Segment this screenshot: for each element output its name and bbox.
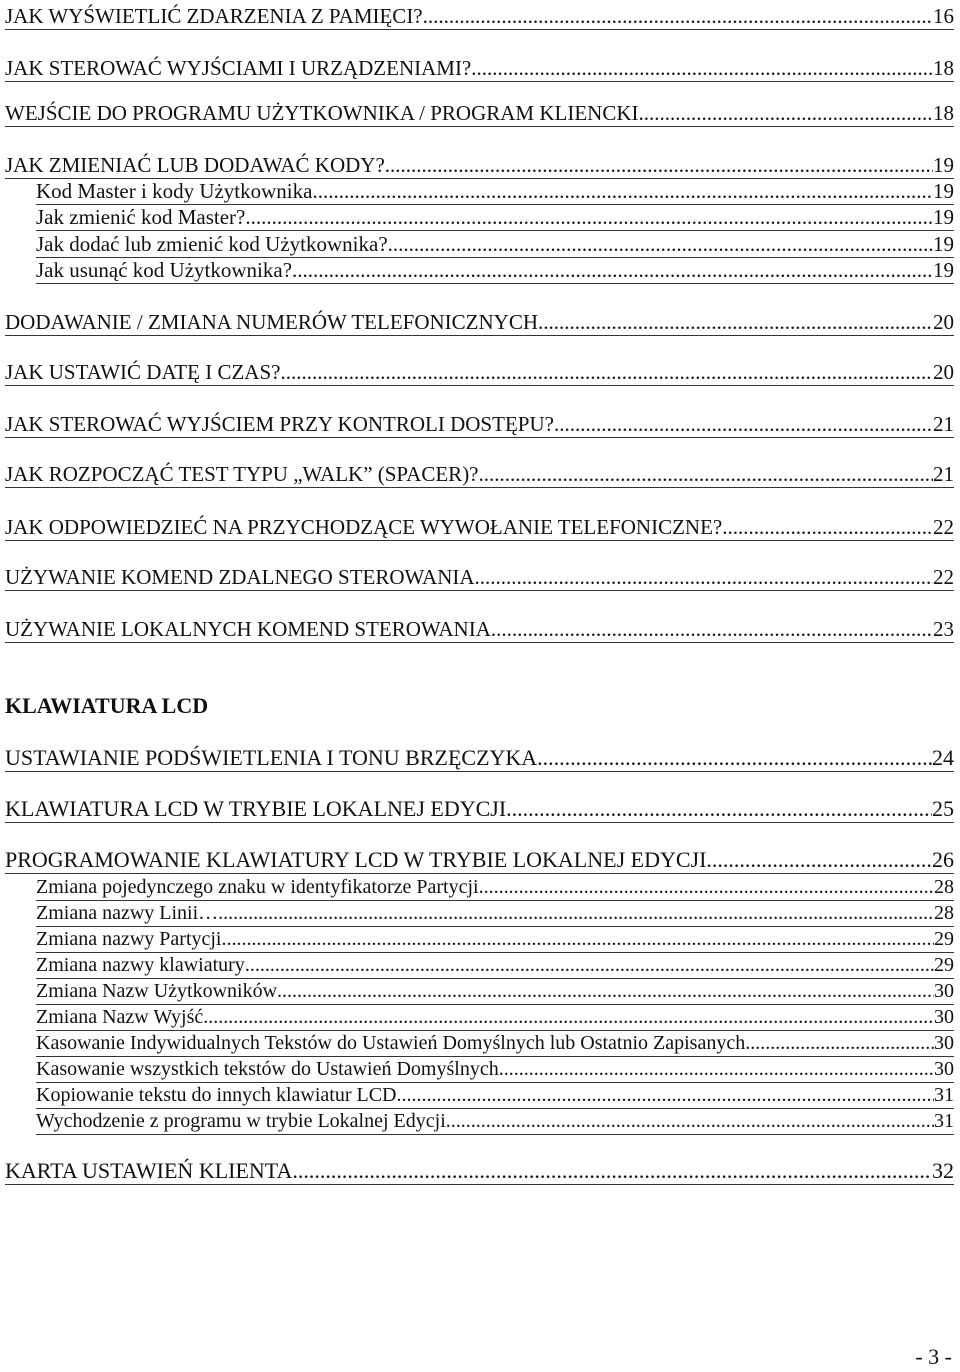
toc-entry-title: JAK ROZPOCZĄĆ TEST TYPU „WALK” (SPACER)? [5, 462, 479, 486]
toc-entry-title: Zmiana nazwy Partycji [36, 928, 222, 950]
toc-leader [385, 153, 933, 177]
toc-entry-page: 26 [932, 847, 954, 872]
toc-leader [538, 310, 933, 334]
toc-entry-page: 28 [934, 902, 954, 924]
toc-leader [537, 746, 932, 770]
toc-entry[interactable] [5, 1159, 954, 1183]
toc-entry[interactable] [5, 101, 954, 125]
toc-leader [479, 875, 934, 899]
toc-leader [397, 1083, 935, 1107]
toc-entry[interactable] [5, 797, 954, 821]
toc-entry-page: 32 [932, 1158, 954, 1183]
toc-entry-title: KLAWIATURA LCD W TRYBIE LOKALNEJ EDYCJI [5, 796, 507, 821]
toc-entry-page: 31 [934, 1110, 954, 1132]
toc-leader [423, 4, 933, 28]
toc-entry-page: 22 [933, 565, 954, 589]
toc-entry-title: Kopiowanie tekstu do innych klawiatur LCD [36, 1084, 397, 1106]
toc-entry-title: UŻYWANIE KOMEND ZDALNEGO STEROWANIA [5, 565, 475, 589]
page-number: - 3 - [915, 1344, 952, 1369]
toc-entry-title: Jak dodać lub zmienić kod Użytkownika? [36, 232, 388, 256]
toc-subentry[interactable] [36, 927, 954, 951]
toc-leader [312, 179, 933, 203]
toc-entry-page: 30 [934, 980, 954, 1002]
toc-entry-page: 19 [933, 205, 954, 229]
toc-entry-page: 19 [933, 232, 954, 256]
toc-entry-page: 20 [933, 310, 954, 334]
toc-entry-title: DODAWANIE / ZMIANA NUMERÓW TELEFONICZNYCH [5, 310, 539, 334]
toc-entry-page: 28 [934, 876, 954, 898]
toc-entry-title: JAK WYŚWIETLIĆ ZDARZENIA Z PAMIĘCI? [5, 4, 423, 28]
toc-entry[interactable] [5, 746, 954, 770]
toc-leader [203, 1005, 934, 1029]
toc-subentry[interactable] [36, 205, 954, 229]
toc-leader [245, 205, 933, 229]
toc-leader [506, 797, 932, 821]
toc-leader [280, 360, 933, 384]
toc-subentry[interactable] [36, 1109, 954, 1133]
toc-leader [639, 101, 934, 125]
toc-entry[interactable] [5, 360, 954, 384]
toc-entry-page: 21 [933, 412, 954, 436]
toc-entry-page: 30 [934, 1006, 954, 1028]
toc-entry[interactable] [5, 310, 954, 334]
toc-entry-page: 21 [933, 462, 954, 486]
toc-entry-page: 19 [933, 153, 954, 177]
toc-entry-page: 16 [933, 4, 954, 28]
toc-leader [292, 258, 933, 282]
section-heading: KLAWIATURA LCD [5, 693, 209, 718]
toc-subentry[interactable] [36, 179, 954, 203]
toc-leader [218, 901, 934, 925]
toc-leader [475, 565, 933, 589]
toc-subentry[interactable] [36, 1083, 954, 1107]
toc-entry-title: JAK ODPOWIEDZIEĆ NA PRZYCHODZĄCE WYWOŁANIE TELEFONICZNE? [5, 515, 723, 539]
toc-entry-page: 19 [933, 179, 954, 203]
toc-leader [554, 412, 933, 436]
toc-entry-title: WEJŚCIE DO PROGRAMU UŻYTKOWNIKA / PROGRAM KLIENCKI [5, 101, 639, 125]
toc-entry-title: Zmiana Nazw Wyjść [36, 1006, 204, 1028]
toc-entry-page: 30 [934, 1058, 954, 1080]
toc-entry-page: 18 [933, 56, 954, 80]
toc-entry-title: KARTA USTAWIEŃ KLIENTA [5, 1158, 293, 1183]
toc-entry[interactable] [5, 617, 954, 641]
toc-subentry[interactable] [36, 1057, 954, 1081]
toc-subentry[interactable] [36, 1005, 954, 1029]
toc-entry-page: 24 [932, 745, 954, 770]
toc-entry[interactable] [5, 56, 954, 80]
toc-entry-title: JAK USTAWIĆ DATĘ I CZAS? [5, 360, 281, 384]
toc-entry-page: 30 [934, 1032, 954, 1054]
toc-entry-page: 19 [933, 258, 954, 282]
toc-entry-title: Kasowanie wszystkich tekstów do Ustawień Domyślnych [36, 1058, 499, 1080]
toc-entry-page: 25 [932, 796, 954, 821]
toc-entry-page: 29 [934, 954, 954, 976]
toc-entry-page: 31 [934, 1084, 954, 1106]
toc-entry-title: Jak usunąć kod Użytkownika? [36, 258, 293, 282]
toc-leader [499, 1057, 934, 1081]
toc-leader [292, 1159, 932, 1183]
toc-entry[interactable] [5, 4, 954, 28]
toc-entry-title: PROGRAMOWANIE KLAWIATURY LCD W TRYBIE LOKALNEJ EDYCJI [5, 847, 707, 872]
toc-subentry[interactable] [36, 258, 954, 282]
toc-leader [277, 979, 934, 1003]
toc-subentry[interactable] [36, 875, 954, 899]
toc-entry-title: Wychodzenie z programu w trybie Lokalnej Edycji [36, 1110, 446, 1132]
toc-entry-page: 29 [934, 928, 954, 950]
toc-entry[interactable] [5, 848, 954, 872]
toc-leader [722, 515, 933, 539]
toc-leader [745, 1031, 934, 1055]
toc-entry-page: 23 [933, 617, 954, 641]
toc-entry-page: 22 [933, 515, 954, 539]
toc-leader [706, 848, 932, 872]
toc-subentry[interactable] [36, 232, 954, 256]
toc-subentry[interactable] [36, 979, 954, 1003]
toc-entry-title: Kod Master i kody Użytkownika [36, 179, 313, 203]
toc-leader [479, 462, 933, 486]
toc-entry-title: Kasowanie Indywidualnych Tekstów do Ustawień Domyślnych lub Ostatnio Zapisanych [36, 1032, 746, 1054]
toc-leader [388, 232, 933, 256]
toc-entry-title: UŻYWANIE LOKALNYCH KOMEND STEROWANIA [5, 617, 491, 641]
toc-entry-title: Jak zmienić kod Master? [36, 205, 246, 229]
toc-entry-title: Zmiana nazwy klawiatury [36, 954, 245, 976]
toc-subentry[interactable] [36, 953, 954, 977]
toc-entry[interactable] [5, 153, 954, 177]
toc-leader [222, 927, 935, 951]
toc-entry-title: JAK ZMIENIAĆ LUB DODAWAĆ KODY? [5, 153, 385, 177]
toc-leader [491, 617, 933, 641]
toc-subentry[interactable] [36, 901, 954, 925]
toc-leader [471, 56, 933, 80]
toc-entry-title: JAK STEROWAĆ WYJŚCIAMI I URZĄDZENIAMI? [5, 56, 472, 80]
toc-entry[interactable] [5, 462, 954, 486]
toc-entry[interactable] [5, 565, 954, 589]
toc-entry-page: 18 [933, 101, 954, 125]
toc-leader [446, 1109, 934, 1133]
toc-entry-title: JAK STEROWAĆ WYJŚCIEM PRZY KONTROLI DOSTĘPU? [5, 412, 554, 436]
toc-entry-title: USTAWIANIE PODŚWIETLENIA I TONU BRZĘCZYKA [5, 745, 538, 770]
toc-entry-title: Zmiana pojedynczego znaku w identyfikatorze Partycji [36, 876, 479, 898]
toc-entry-title: Zmiana Nazw Użytkowników [36, 980, 278, 1002]
toc-entry-page: 20 [933, 360, 954, 384]
toc-entry[interactable] [5, 515, 954, 539]
toc-entry[interactable] [5, 412, 954, 436]
toc-leader [245, 953, 934, 977]
toc-entry-title: Zmiana nazwy Linii… [36, 902, 219, 924]
toc-subentry[interactable] [36, 1031, 954, 1055]
